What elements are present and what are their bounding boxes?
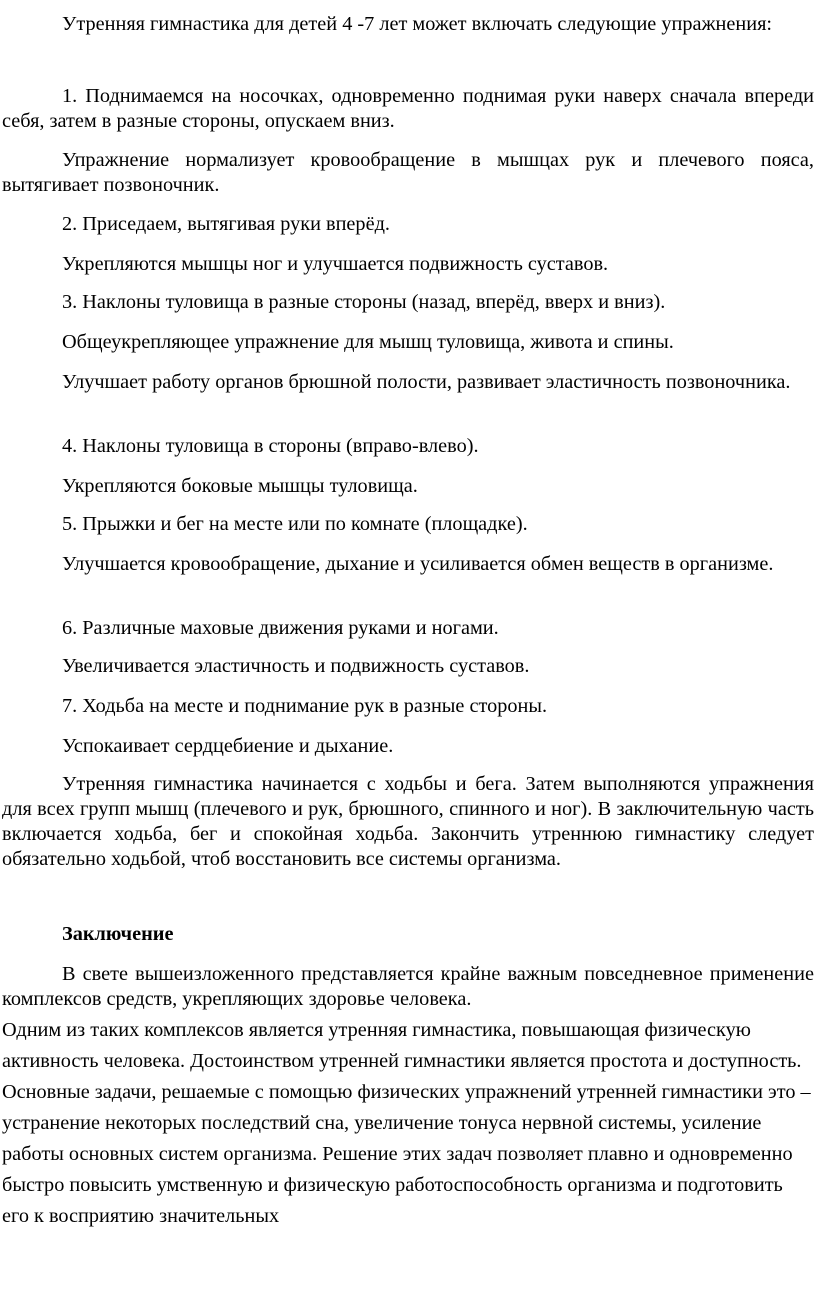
paragraph-exercise-4: 4. Наклоны туловища в стороны (вправо-влево).	[62, 435, 479, 457]
paragraph-exercise-2: 2. Приседаем, вытягивая руки вперёд.	[62, 213, 390, 235]
paragraph-exercise-2-effect: Укрепляются мышцы ног и улучшается подвижность суставов.	[62, 253, 609, 275]
paragraph-exercise-5-effect: Улучшается кровообращение, дыхание и усиливается обмен веществ в организме.	[62, 553, 774, 575]
paragraph-intro: Утренняя гимнастика для детей 4 -7 лет может включать следующие упражнения:	[62, 13, 773, 35]
paragraph-exercise-4-effect: Укрепляются боковые мышцы туловища.	[62, 475, 418, 497]
paragraph-exercise-1-effect: Упражнение нормализует кровообращение в мышцах рук и плечевого пояса, вытягивает позвоночник.	[2, 149, 814, 196]
paragraph-exercise-3: 3. Наклоны туловища в разные стороны (назад, вперёд, вверх и вниз).	[62, 291, 666, 313]
paragraph-exercise-3-effect-2: Улучшает работу органов брюшной полости, развивает эластичность позвоночника.	[62, 371, 791, 393]
paragraph-exercise-6-effect: Увеличивается эластичность и подвижность суставов.	[62, 655, 530, 677]
paragraph-conclusion-body: Одним из таких комплексов является утренняя гимнастика, повышающая физическую активность человека. Достоинством утренней гимнастики является простота и доступность. Основные задачи, решаемые с помощью физических упражнений утренней гимнастики это – устранение некоторых последствий сна, увеличение тонуса нервной системы, усиление работы основных систем организма. Решение этих задач позволяет плавно и одновременно быстро повысить умственную и физическую работоспособность организма и подготовить его к восприятию значительных	[2, 1019, 811, 1227]
paragraph-exercise-3-effect: Общеукрепляющее упражнение для мышц туловища, живота и спины.	[62, 331, 674, 353]
paragraph-exercise-1: 1. Поднимаемся на носочках, одновременно поднимая руки наверх сначала впереди себя, затем в разные стороны, опускаем вниз.	[2, 85, 814, 132]
paragraph-exercise-5: 5. Прыжки и бег на месте или по комнате (площадке).	[62, 513, 528, 535]
paragraph-exercise-7: 7. Ходьба на месте и поднимание рук в разные стороны.	[62, 695, 548, 717]
paragraph-exercise-6: 6. Различные маховые движения руками и ногами.	[62, 617, 499, 639]
paragraph-conclusion-intro: В свете вышеизложенного представляется крайне важным повседневное применение комплексов средств, укрепляющих здоровье человека.	[2, 963, 814, 1010]
paragraph-summary: Утренняя гимнастика начинается с ходьбы и бега. Затем выполняются упражнения для всех групп мышц (плечевого и рук, брюшного, спинного и ног). В заключительную часть включается ходьба, бег и спокойная ходьба. Закончить утреннюю гимнастику следует обязательно ходьбой, чтоб восстановить все системы организма.	[2, 773, 814, 870]
paragraph-exercise-7-effect: Успокаивает сердцебиение и дыхание.	[62, 735, 394, 757]
section-heading: Заключение	[62, 923, 174, 945]
